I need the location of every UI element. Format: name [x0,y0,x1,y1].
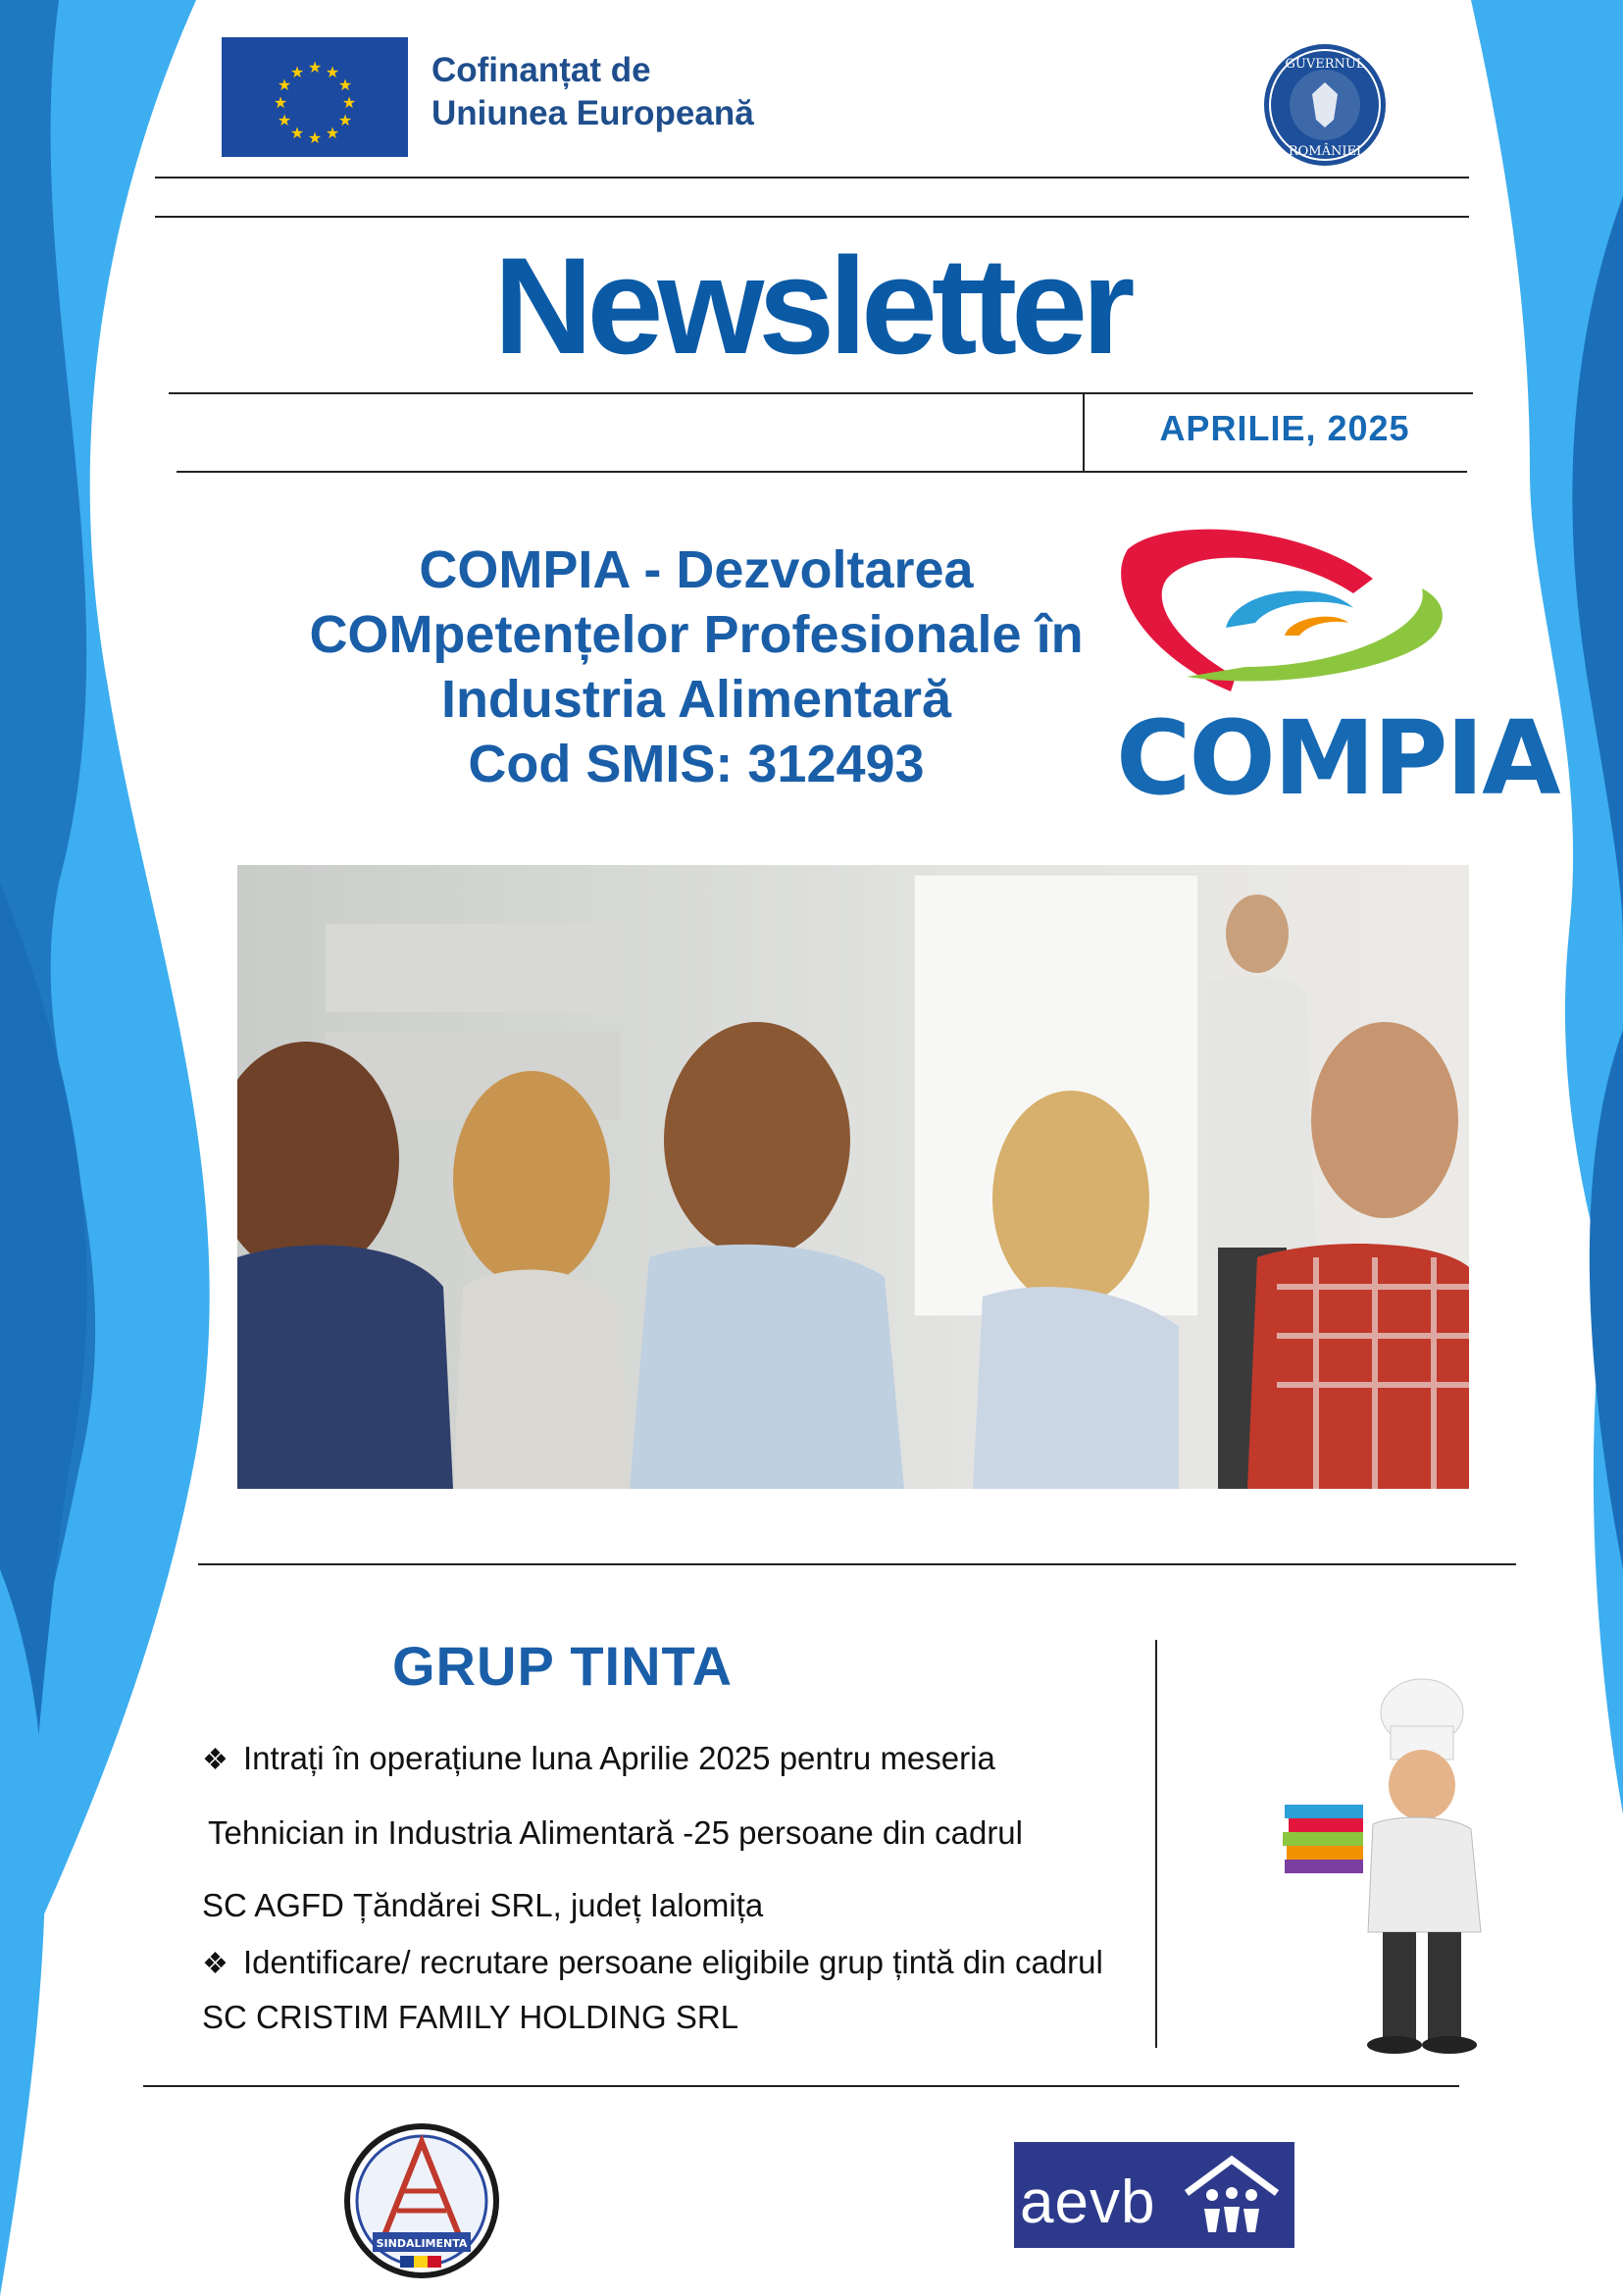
svg-text:★: ★ [273,93,288,112]
eu-flag-logo [222,37,408,157]
chef-with-books-illustration [1275,1667,1569,2060]
svg-text:★: ★ [325,124,340,142]
svg-text:★: ★ [277,111,292,129]
grup-tinta-title: GRUP TINTA [392,1635,734,1697]
government-seal-logo [1261,41,1389,169]
newsletter-title: Newsletter [493,229,1130,383]
project-title-line1: COMPIA - Dezvoltarea [419,540,974,599]
project-title [206,537,1187,796]
eu-cofinancing-text [431,49,754,135]
svg-text:★: ★ [341,93,357,112]
svg-text:★: ★ [289,63,305,81]
svg-text:★: ★ [289,124,305,142]
aevb-house-people-icon [1177,2154,1287,2238]
divider [155,177,1469,179]
bullet-1-line2: Tehnician in Industria Alimentară -25 persoane din cadrul [208,1814,1023,1851]
bullet-item-2 [202,1944,1103,1981]
eu-stars-icon [222,37,408,157]
eu-text-line2: Uniunea Europeană [431,94,754,132]
svg-text:★: ★ [307,128,323,147]
bullet-2-line2: SC CRISTIM FAMILY HOLDING SRL [202,1999,739,2035]
svg-text:★: ★ [337,76,353,94]
books-icon [1283,1805,1363,1873]
svg-text:★: ★ [337,111,353,129]
seal-top-text: GUVERNUL [1285,57,1365,72]
training-session-photo [237,865,1469,1489]
bullet-2-line1: Identificare/ recrutare persoane eligibile grup țintă din cadrul [243,1944,1103,1980]
eu-text-line1: Cofinanțat de [431,51,651,89]
bullet-icon: ❖ [202,1744,228,1776]
svg-text:★: ★ [307,58,323,77]
aevb-logo-text: aevb [1020,2168,1156,2236]
project-title-line3: Industria Alimentară [440,670,952,729]
sindalimenta-logo [343,2122,500,2279]
sindalimenta-label: SINDALIMENTA [376,2237,468,2250]
divider [143,2085,1459,2087]
divider [169,392,1473,394]
bullet-1-line1: Intrați în operațiune luna Aprilie 2025 pentru meseria [243,1740,995,1776]
compia-logo-wordmark: COMPIA [1116,698,1559,818]
project-title-line2: COMpetențelor Profesionale în [309,605,1084,664]
issue-date: APRILIE, 2025 [1159,408,1410,448]
bullet-item-1 [202,1740,995,1777]
svg-text:★: ★ [325,63,340,81]
divider [177,471,1467,473]
svg-text:★: ★ [277,76,292,94]
divider [1155,1640,1157,2048]
project-smis-code: Cod SMIS: 312493 [468,735,925,793]
bullet-1-line3: SC AGFD Țăndărei SRL, județ Ialomița [202,1887,764,1923]
divider [198,1563,1516,1565]
bullet-icon: ❖ [202,1948,228,1980]
divider [155,216,1469,218]
seal-bottom-text: ROMÂNIEI [1288,144,1362,159]
divider [1083,394,1085,471]
